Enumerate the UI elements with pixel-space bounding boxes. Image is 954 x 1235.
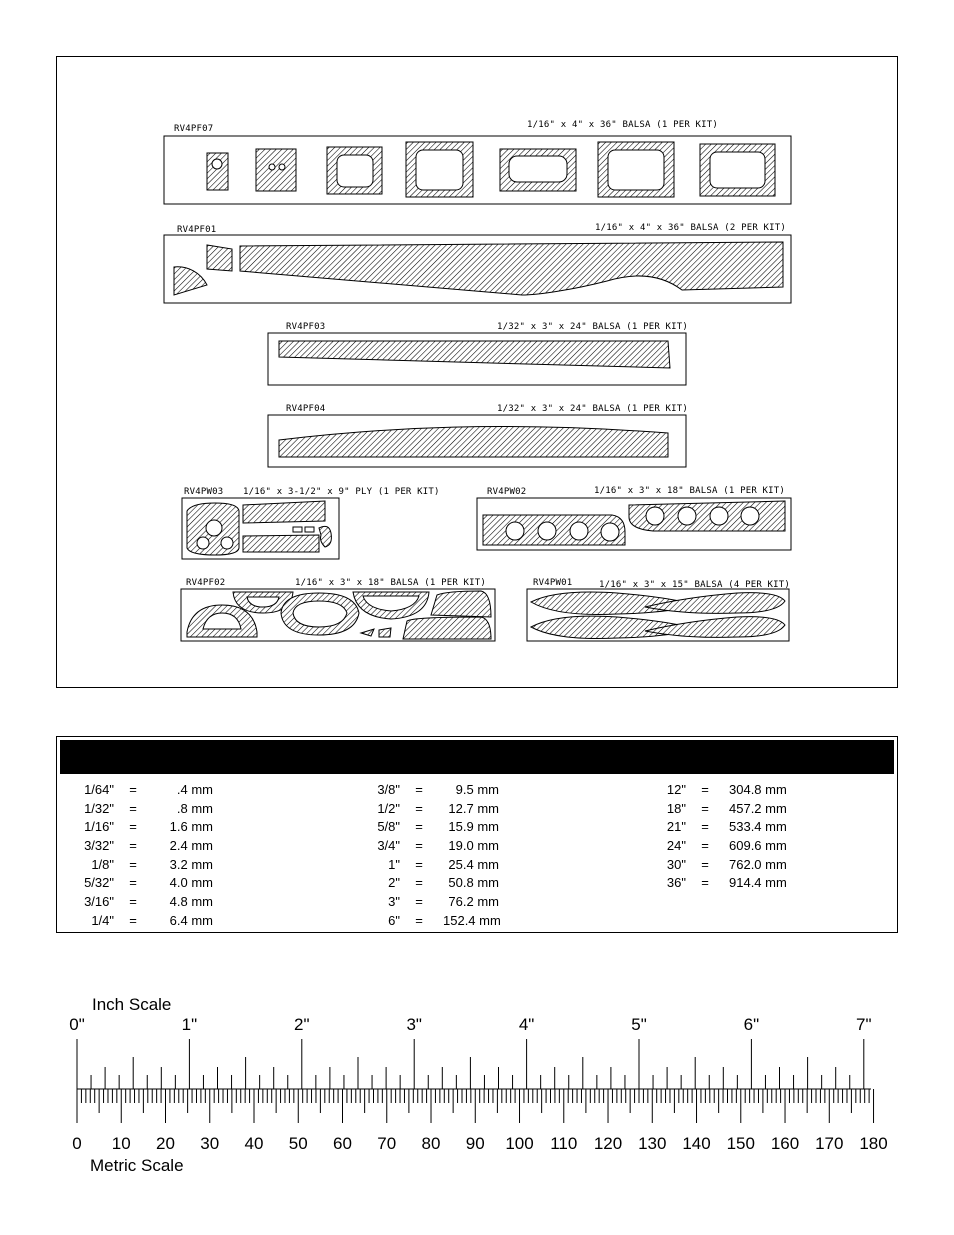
- part-rib: [645, 593, 785, 614]
- inch-label: 4": [518, 1015, 535, 1034]
- part-cutout: [416, 150, 463, 190]
- conversion-row: 3/4" = 19.0 mm: [377, 838, 499, 854]
- part-hole: [279, 164, 285, 170]
- metric-label: 150: [726, 1134, 755, 1153]
- sheet-rv4pf02: [181, 578, 495, 641]
- sheet-rv4pw03: [182, 487, 440, 559]
- metric-scale-title: Metric Scale: [90, 1156, 184, 1175]
- part-deck: [403, 617, 491, 639]
- inch-label: 1": [181, 1015, 198, 1034]
- part-hole: [506, 522, 524, 540]
- part-strip: [279, 427, 668, 457]
- sheet-spec-label: 1/16" x 4" x 36" BALSA (2 PER KIT): [595, 223, 787, 233]
- metric-label: 60: [333, 1134, 352, 1153]
- metric-label: 70: [377, 1134, 397, 1153]
- part-tab: [293, 527, 302, 532]
- conversion-row: 1" = 25.4 mm: [388, 856, 499, 872]
- conversion-row: 30" = 762.0 mm: [666, 856, 787, 872]
- ruler-scale: [0, 985, 954, 1185]
- sheet-rv4pf03: [268, 322, 688, 385]
- part-hole: [601, 523, 619, 541]
- inch-label: 2": [294, 1015, 310, 1034]
- conversion-row: 5/32" = 4.0 mm: [84, 875, 213, 891]
- metric-label: 50: [288, 1134, 308, 1153]
- metric-label: 170: [815, 1134, 844, 1153]
- parts-drawing: [57, 57, 899, 689]
- sheet-rv4pf07: [164, 120, 791, 204]
- metric-label: 180: [859, 1134, 888, 1153]
- inch-label: 3": [406, 1015, 422, 1034]
- part-hole: [538, 522, 556, 540]
- part-hole: [221, 537, 233, 549]
- metric-label: 90: [465, 1134, 485, 1153]
- part-strip: [279, 341, 670, 368]
- sheet-id-label: RV4PF03: [286, 322, 326, 332]
- part-cutout: [293, 601, 347, 627]
- metric-label: 10: [111, 1134, 131, 1153]
- metric-label: 20: [156, 1134, 175, 1153]
- part-tab: [361, 629, 374, 636]
- sheet-id-label: RV4PF02: [186, 578, 226, 588]
- part-hole: [646, 507, 664, 525]
- conversion-row: 3/8" = 9.5 mm: [377, 782, 499, 797]
- part-cutout: [710, 152, 765, 188]
- part-tab: [379, 628, 391, 637]
- conversion-column-1: [57, 781, 257, 931]
- part-cutout: [337, 155, 373, 187]
- sheet-spec-label: 1/32" x 3" x 24" BALSA (1 PER KIT): [497, 322, 689, 332]
- sheet-id-label: RV4PF01: [177, 225, 217, 235]
- part-hole: [710, 507, 728, 525]
- sheet-id-label: RV4PF04: [286, 404, 326, 414]
- metric-label: 120: [593, 1134, 623, 1153]
- part-hole: [212, 159, 222, 169]
- inch-scale-title: Inch Scale: [92, 995, 172, 1014]
- conversion-column-2: [343, 781, 543, 931]
- conversion-row: 1/4" = 6.4 mm: [91, 912, 213, 928]
- sheet-id-label: RV4PW01: [533, 578, 573, 588]
- inch-label: 5": [631, 1015, 647, 1034]
- conversion-column-3: [629, 781, 829, 893]
- sheet-id-label: RV4PW03: [184, 487, 224, 497]
- sheet-rv4pf04: [268, 404, 688, 467]
- conversion-row: 1/16" = 1.6 mm: [84, 819, 213, 835]
- part-hole: [197, 537, 209, 549]
- sheet-spec-label: 1/16" x 3" x 18" BALSA (1 PER KIT): [594, 486, 786, 496]
- part-hole: [678, 507, 696, 525]
- inch-labels: [69, 1015, 871, 1034]
- metric-label: 160: [770, 1134, 800, 1153]
- sheet-spec-label: 1/32" x 3" x 24" BALSA (1 PER KIT): [497, 404, 689, 414]
- conversion-row: 3" = 76.2 mm: [388, 894, 499, 910]
- conversion-row: 18" = 457.2 mm: [666, 800, 787, 816]
- conversion-row: 3/16" = 4.8 mm: [84, 894, 213, 910]
- conversion-row: 3/32" = 2.4 mm: [84, 838, 213, 854]
- sheet-id-label: RV4PF07: [174, 124, 214, 134]
- sheet-spec-label: 1/16" x 3" x 15" BALSA (4 PER KIT): [599, 580, 791, 590]
- metric-label: 30: [200, 1134, 220, 1153]
- metric-label: 140: [682, 1134, 711, 1153]
- part-doubler: [243, 501, 325, 523]
- metric-label: 80: [421, 1134, 441, 1153]
- sheet-rv4pw02: [477, 486, 791, 550]
- part-deck: [431, 591, 491, 617]
- conversion-row: 1/32" = .8 mm: [84, 800, 213, 816]
- part-hole: [570, 522, 588, 540]
- sheet-spec-label: 1/16" x 4" x 36" BALSA (1 PER KIT): [527, 120, 719, 130]
- part-fuselage-side: [240, 242, 783, 295]
- conversion-row: 24" = 609.6 mm: [666, 838, 787, 854]
- sheet-rv4pf01: [164, 223, 791, 303]
- inch-ticks: [77, 1039, 864, 1089]
- part-former: [256, 149, 296, 191]
- part-gusset: [174, 267, 207, 295]
- metric-label: 40: [244, 1134, 264, 1153]
- conversion-row: 1/2" = 12.7 mm: [377, 800, 499, 816]
- conversion-row: 36" = 914.4 mm: [666, 875, 787, 891]
- sheet-rv4pw01: [527, 578, 790, 641]
- metric-label: 110: [550, 1134, 578, 1153]
- sheet-spec-label: 1/16" x 3-1/2" x 9" PLY (1 PER KIT): [243, 487, 440, 497]
- conversion-table-header: [60, 740, 894, 774]
- sheet-id-label: RV4PW02: [487, 487, 527, 497]
- metric-label: 130: [638, 1134, 667, 1153]
- metric-label: 0: [72, 1134, 82, 1153]
- part-doubler: [243, 535, 319, 552]
- part-hook: [319, 526, 331, 547]
- conversion-row: 1/64" = .4 mm: [84, 782, 213, 797]
- conversion-row: 12" = 304.8 mm: [666, 782, 787, 797]
- inch-label: 7": [856, 1015, 872, 1034]
- inch-label: 6": [743, 1015, 760, 1034]
- conversion-row: 5/8" = 15.9 mm: [377, 819, 499, 835]
- metric-ticks: [77, 1089, 874, 1123]
- sheet-spec-label: 1/16" x 3" x 18" BALSA (1 PER KIT): [295, 578, 487, 588]
- part-hole: [206, 520, 222, 536]
- conversion-row: 1/8" = 3.2 mm: [91, 856, 213, 872]
- conversion-row: 2" = 50.8 mm: [388, 875, 499, 891]
- part-cutout: [509, 156, 567, 182]
- part-hole: [741, 507, 759, 525]
- part-cutout: [608, 150, 664, 190]
- part-rib: [645, 617, 785, 638]
- conversion-table: [56, 736, 898, 933]
- parts-layout-panel: [56, 56, 898, 688]
- metric-labels: [72, 1134, 887, 1153]
- inch-label: 0": [69, 1015, 85, 1034]
- conversion-row: 6" = 152.4 mm: [388, 912, 501, 928]
- part-tab: [305, 527, 314, 532]
- metric-label: 100: [505, 1134, 534, 1153]
- conversion-row: 21" = 533.4 mm: [666, 819, 787, 835]
- part-gusset: [207, 245, 232, 271]
- part-hole: [269, 164, 275, 170]
